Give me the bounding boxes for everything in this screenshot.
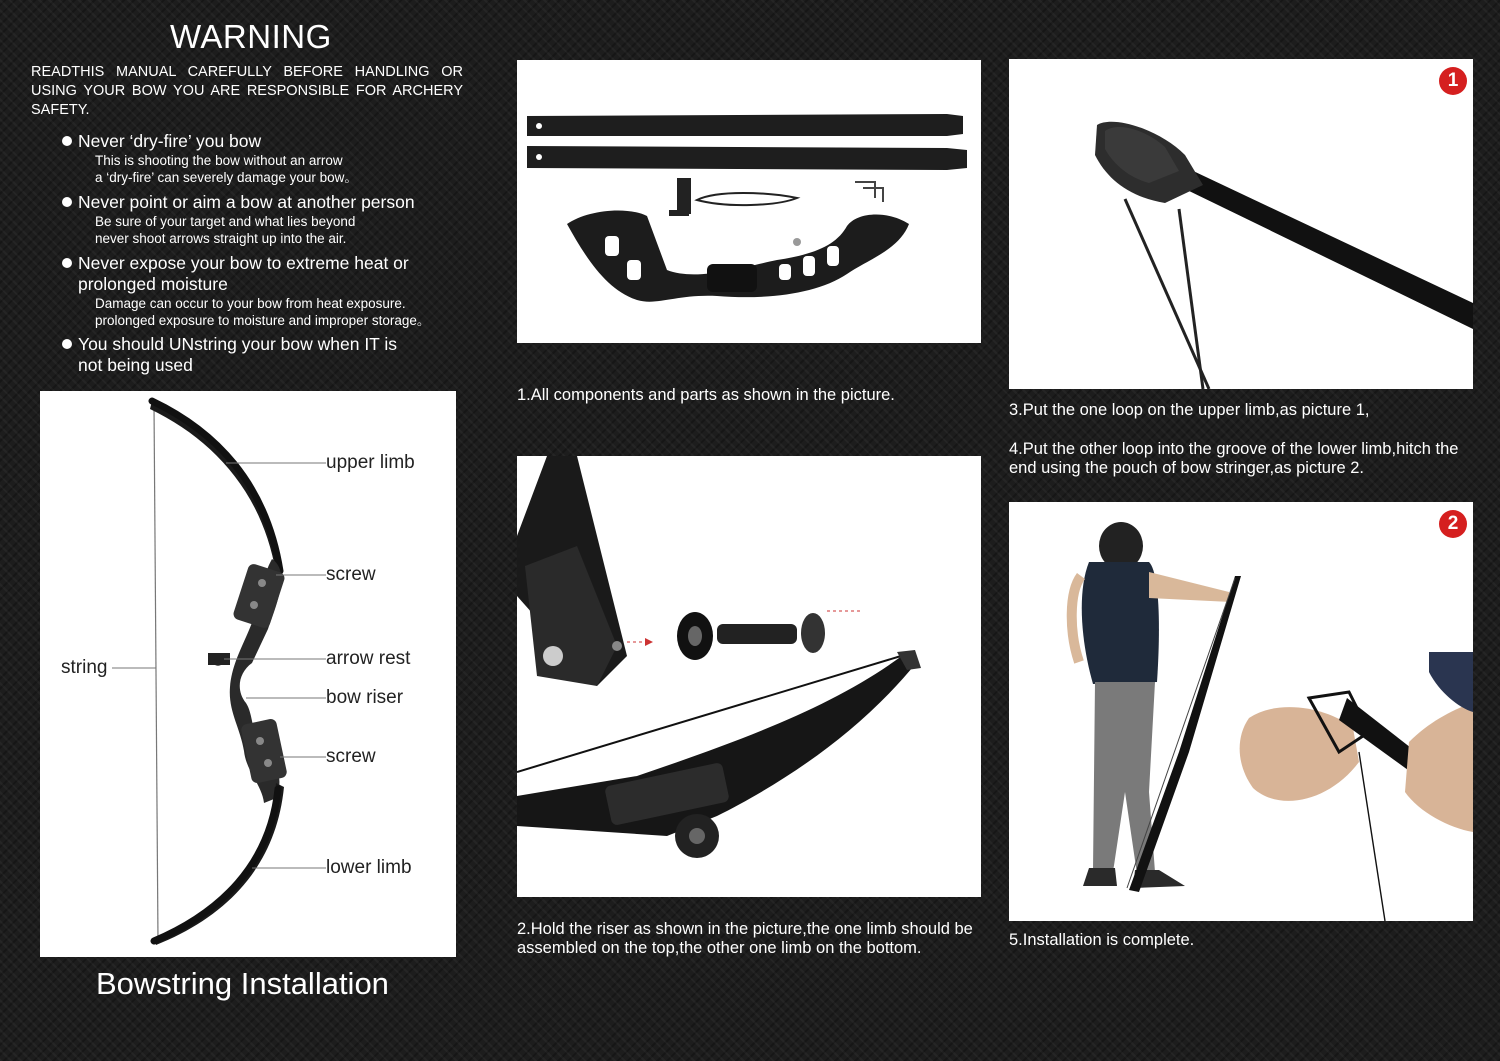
rule-heat-moisture: [78, 253, 473, 329]
picture-1-photo: [1009, 59, 1473, 389]
rule-detail: never shoot arrows straight up into the air.: [95, 231, 347, 246]
picture-1-badge: 1: [1439, 67, 1467, 95]
warning-title: WARNING: [170, 18, 332, 55]
rule-unstring: [78, 334, 473, 376]
picture-2-photo: [1009, 502, 1473, 921]
label-arrow-rest: arrow rest: [326, 648, 411, 669]
rule-detail: Be sure of your target and what lies beyond: [95, 214, 356, 229]
rule-detail: This is shooting the bow without an arrow: [95, 153, 343, 168]
rule-heading: Never ‘dry-fire’ you bow: [78, 131, 262, 151]
rule-dry-fire: [78, 131, 473, 186]
step-4-caption: 4.Put the other loop into the groove of the lower limb,hitch the end using the pouch of bow stringer,as picture 2.: [1009, 440, 1459, 477]
diagram-title: Bowstring Installation: [96, 966, 389, 1001]
label-string: string: [61, 657, 108, 678]
rule-detail: prolonged exposure to moisture and improper storage。: [95, 313, 431, 328]
bow-diagram: [40, 391, 456, 957]
step-1-caption: 1.All components and parts as shown in the picture.: [517, 386, 895, 404]
picture-2-badge: 2: [1439, 510, 1467, 538]
rule-detail: Damage can occur to your bow from heat exposure.: [95, 296, 406, 311]
rule-heading: Never point or aim a bow at another person: [78, 192, 415, 212]
rule-never-point: [78, 192, 473, 247]
components-photo: [517, 60, 981, 343]
label-bow-riser: bow riser: [326, 687, 404, 708]
step-2-caption: 2.Hold the riser as shown in the picture,the one limb should be assembled on the top,the other one limb on the bottom.: [517, 920, 973, 957]
rule-heading: You should UNstring your bow when IT is: [78, 334, 398, 354]
rule-heading: prolonged moisture: [78, 274, 228, 294]
rule-heading: not being used: [78, 355, 193, 375]
rule-heading: Never expose your bow to extreme heat or: [78, 253, 409, 273]
label-lower-limb: lower limb: [326, 857, 412, 878]
assembly-photo: [517, 456, 981, 897]
step-3-caption: 3.Put the one loop on the upper limb,as picture 1,: [1009, 401, 1370, 419]
label-screw-bottom: screw: [326, 746, 376, 767]
step-5-caption: 5.Installation is complete.: [1009, 931, 1195, 949]
rule-detail: a ‘dry-fire’ can severely damage your bow。: [95, 170, 358, 185]
label-screw-top: screw: [326, 564, 376, 585]
label-upper-limb: upper limb: [326, 452, 415, 473]
warning-intro: READTHIS MANUAL CAREFULLY BEFORE HANDLING OR USING YOUR BOW YOU ARE RESPONSIBLE FOR ARCHERY SAFETY.: [31, 64, 463, 118]
